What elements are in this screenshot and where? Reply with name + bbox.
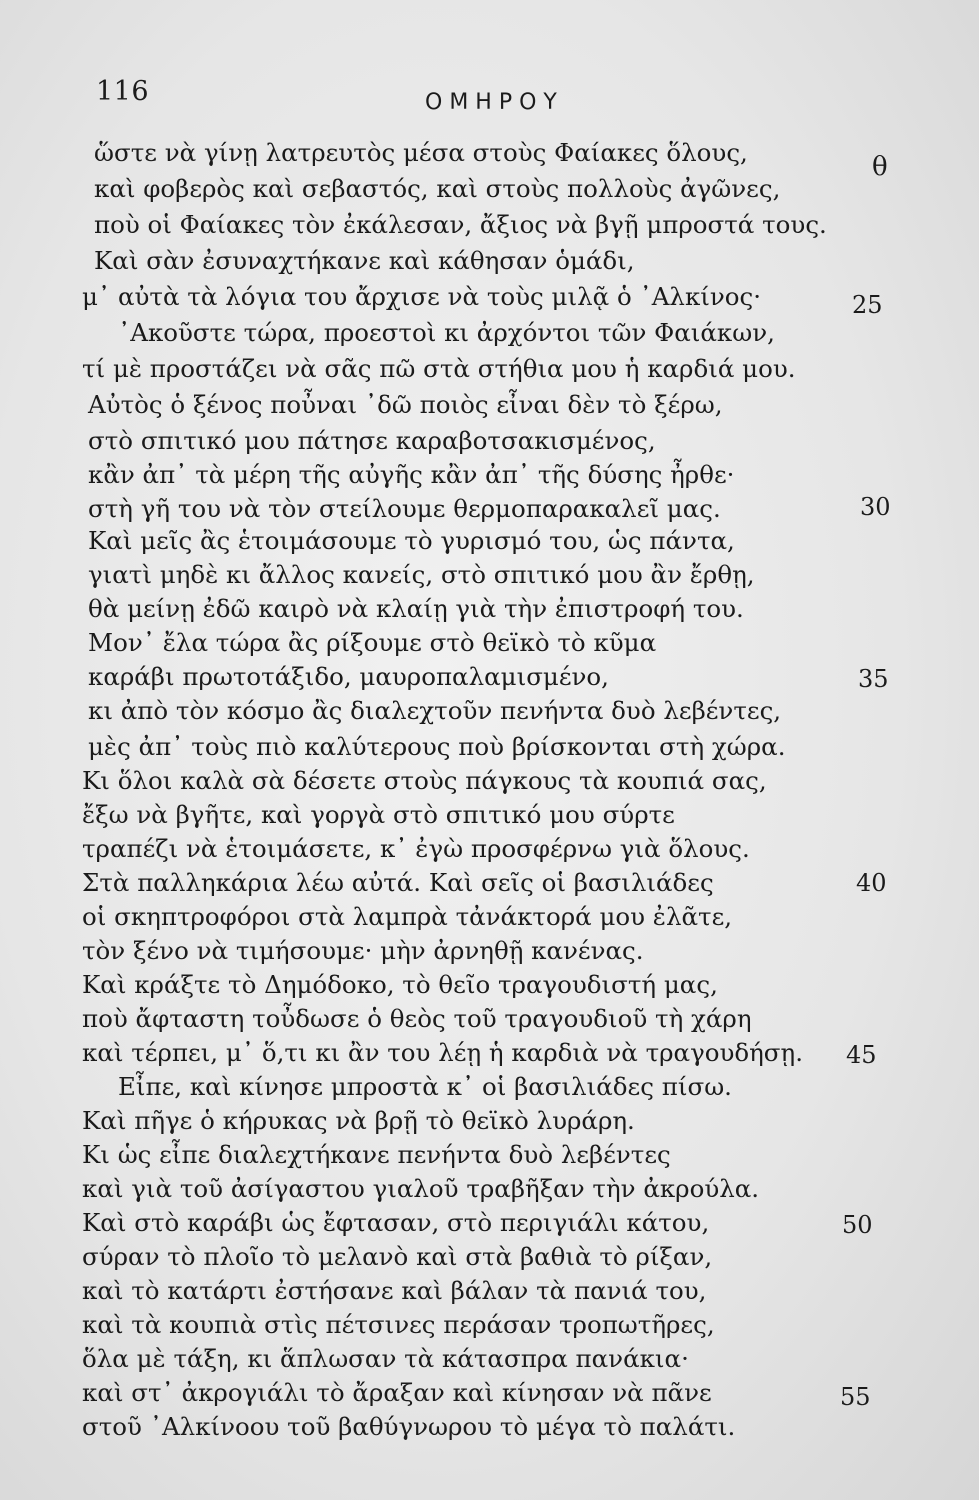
verse-line: ᾿Ακοῦστε τώρα, προεστοὶ κι ἀρχόντοι τῶν Φαιάκων, — [118, 318, 775, 347]
verse-line: καὶ τὰ κουπιὰ στὶς πέτσινες περάσαν τροπωτῆρες, — [82, 1310, 715, 1339]
verse-line: κἂν ἀπ᾿ τὰ μέρη τῆς αὐγῆς κἂν ἀπ᾿ τῆς δύσης ἦρθε· — [88, 460, 735, 489]
line-number: 25 — [852, 291, 883, 319]
verse-line: μ᾿ αὐτὰ τὰ λόγια του ἄρχισε νὰ τοὺς μιλᾷ ὁ ᾿Αλκίνος· — [82, 282, 762, 311]
verse-line: καὶ φοβερὸς καὶ σεβαστός, καὶ στοὺς πολλοὺς ἀγῶνες, — [94, 174, 781, 203]
verse-line: καὶ στ᾿ ἀκρογιάλι τὸ ἄραξαν καὶ κίνησαν νὰ πᾶνε — [82, 1378, 712, 1407]
verse-line: Εἶπε, καὶ κίνησε μπροστὰ κ᾿ οἱ βασιλιάδες πίσω. — [118, 1072, 732, 1101]
verse-line: Στὰ παλληκάρια λέω αὐτά. Καὶ σεῖς οἱ βασιλιάδες — [82, 868, 714, 897]
line-number: 35 — [858, 665, 889, 693]
line-number: 30 — [860, 493, 891, 521]
verse-line: Καὶ μεῖς ἂς ἑτοιμάσουμε τὸ γυρισμό του, ὡς πάντα, — [88, 526, 735, 555]
verse-line: ποὺ ἄφταστη τοὖδωσε ὁ θεὸς τοῦ τραγουδιοῦ τὴ χάρη — [82, 1004, 752, 1033]
verse-line: γιατὶ μηδὲ κι ἄλλος κανείς, στὸ σπιτικό μου ἂν ἔρθῃ, — [88, 560, 755, 589]
verse-line: μὲς ἀπ᾿ τοὺς πιὸ καλύτερους ποὺ βρίσκονται στὴ χώρα. — [88, 732, 786, 761]
verse-line: στὸ σπιτικό μου πάτησε καραβοτσακισμένος, — [88, 426, 656, 455]
verse-line: Καὶ στὸ καράβι ὡς ἔφτασαν, στὸ περιγιάλι κάτου, — [82, 1208, 710, 1237]
line-number: 55 — [840, 1383, 871, 1411]
verse-line: τί μὲ προστάζει νὰ σᾶς πῶ στὰ στήθια μου ἡ καρδιά μου. — [82, 354, 796, 383]
verse-line: Καὶ κράξτε τὸ Δημόδοκο, τὸ θεῖο τραγουδιστή μας, — [82, 970, 718, 999]
verse-line: τραπέζι νὰ ἑτοιμάσετε, κ᾿ ἐγὼ προσφέρνω γιὰ ὅλους. — [82, 834, 750, 863]
verse-line: καράβι πρωτοτάξιδο, μαυροπαλαμισμένο, — [88, 662, 609, 691]
verse-line: οἱ σκηπτροφόροι στὰ λαμπρὰ τἀνάκτορά μου ἐλᾶτε, — [82, 902, 733, 931]
line-number: 50 — [842, 1211, 873, 1239]
verse-line: Μον᾿ ἔλα τώρα ἂς ρίξουμε στὸ θεϊκὸ τὸ κῦμα — [88, 628, 657, 657]
verse-line: ὅλα μὲ τάξη, κι ἅπλωσαν τὰ κάτασπρα πανάκια· — [82, 1344, 689, 1373]
verse-line: θὰ μείνῃ ἐδῶ καιρὸ νὰ κλαίῃ γιὰ τὴν ἐπιστροφή του. — [88, 594, 744, 623]
verse-line: Κι ὡς εἶπε διαλεχτήκανε πενήντα δυὸ λεβέντες — [82, 1140, 671, 1169]
verse-line: ποὺ οἱ Φαίακες τὸν ἐκάλεσαν, ἄξιος νὰ βγῇ μπροστά τους. — [94, 210, 827, 239]
verse-line: κι ἀπὸ τὸν κόσμο ἂς διαλεχτοῦν πενήντα δυὸ λεβέντες, — [88, 696, 782, 725]
running-title: ΟΜΗΡΟΥ — [425, 90, 564, 115]
verse-line: τὸν ξένο νὰ τιμήσουμε· μὴν ἀρνηθῇ κανένας. — [82, 936, 644, 965]
verse-line: Κι ὅλοι καλὰ σὰ δέσετε στοὺς πάγκους τὰ κουπιά σας, — [82, 766, 767, 795]
verse-line: καὶ τέρπει, μ᾿ ὅ,τι κι ἂν του λέῃ ἡ καρδιὰ νὰ τραγουδήσῃ. — [82, 1038, 803, 1067]
verse-line: στὴ γῆ του νὰ τὸν στείλουμε θερμοπαρακαλεῖ μας. — [88, 494, 721, 523]
verse-line: ἔξω νὰ βγῆτε, καὶ γοργὰ στὸ σπιτικό μου σύρτε — [82, 800, 675, 829]
verse-line: στοῦ ᾿Αλκίνοου τοῦ βαθύγνωρου τὸ μέγα τὸ παλάτι. — [82, 1412, 736, 1441]
verse-line: Καὶ σὰν ἐσυναχτήκανε καὶ κάθησαν ὁμάδι, — [94, 246, 635, 275]
line-number: 40 — [856, 869, 887, 897]
page-number: 116 — [96, 76, 150, 107]
line-number: 45 — [846, 1041, 877, 1069]
verse-line: Αὐτὸς ὁ ξένος ποὖναι ᾿δῶ ποιὸς εἶναι δὲν τὸ ξέρω, — [88, 390, 723, 419]
verse-line: Καὶ πῆγε ὁ κήρυκας νὰ βρῇ τὸ θεϊκὸ λυράρη. — [82, 1106, 635, 1135]
verse-line: ὥστε νὰ γίνῃ λατρευτὸς μέσα στοὺς Φαίακες ὅλους, — [94, 138, 748, 167]
verse-line: καὶ τὸ κατάρτι ἐστήσανε καὶ βάλαν τὰ πανιά του, — [82, 1276, 707, 1305]
verse-line: σύραν τὸ πλοῖο τὸ μελανὸ καὶ στὰ βαθιὰ τὸ ρίξαν, — [82, 1242, 713, 1271]
book-letter: θ — [872, 152, 888, 182]
verse-line: καὶ γιὰ τοῦ ἀσίγαστου γιαλοῦ τραβῆξαν τὴν ἀκρούλα. — [82, 1174, 760, 1203]
